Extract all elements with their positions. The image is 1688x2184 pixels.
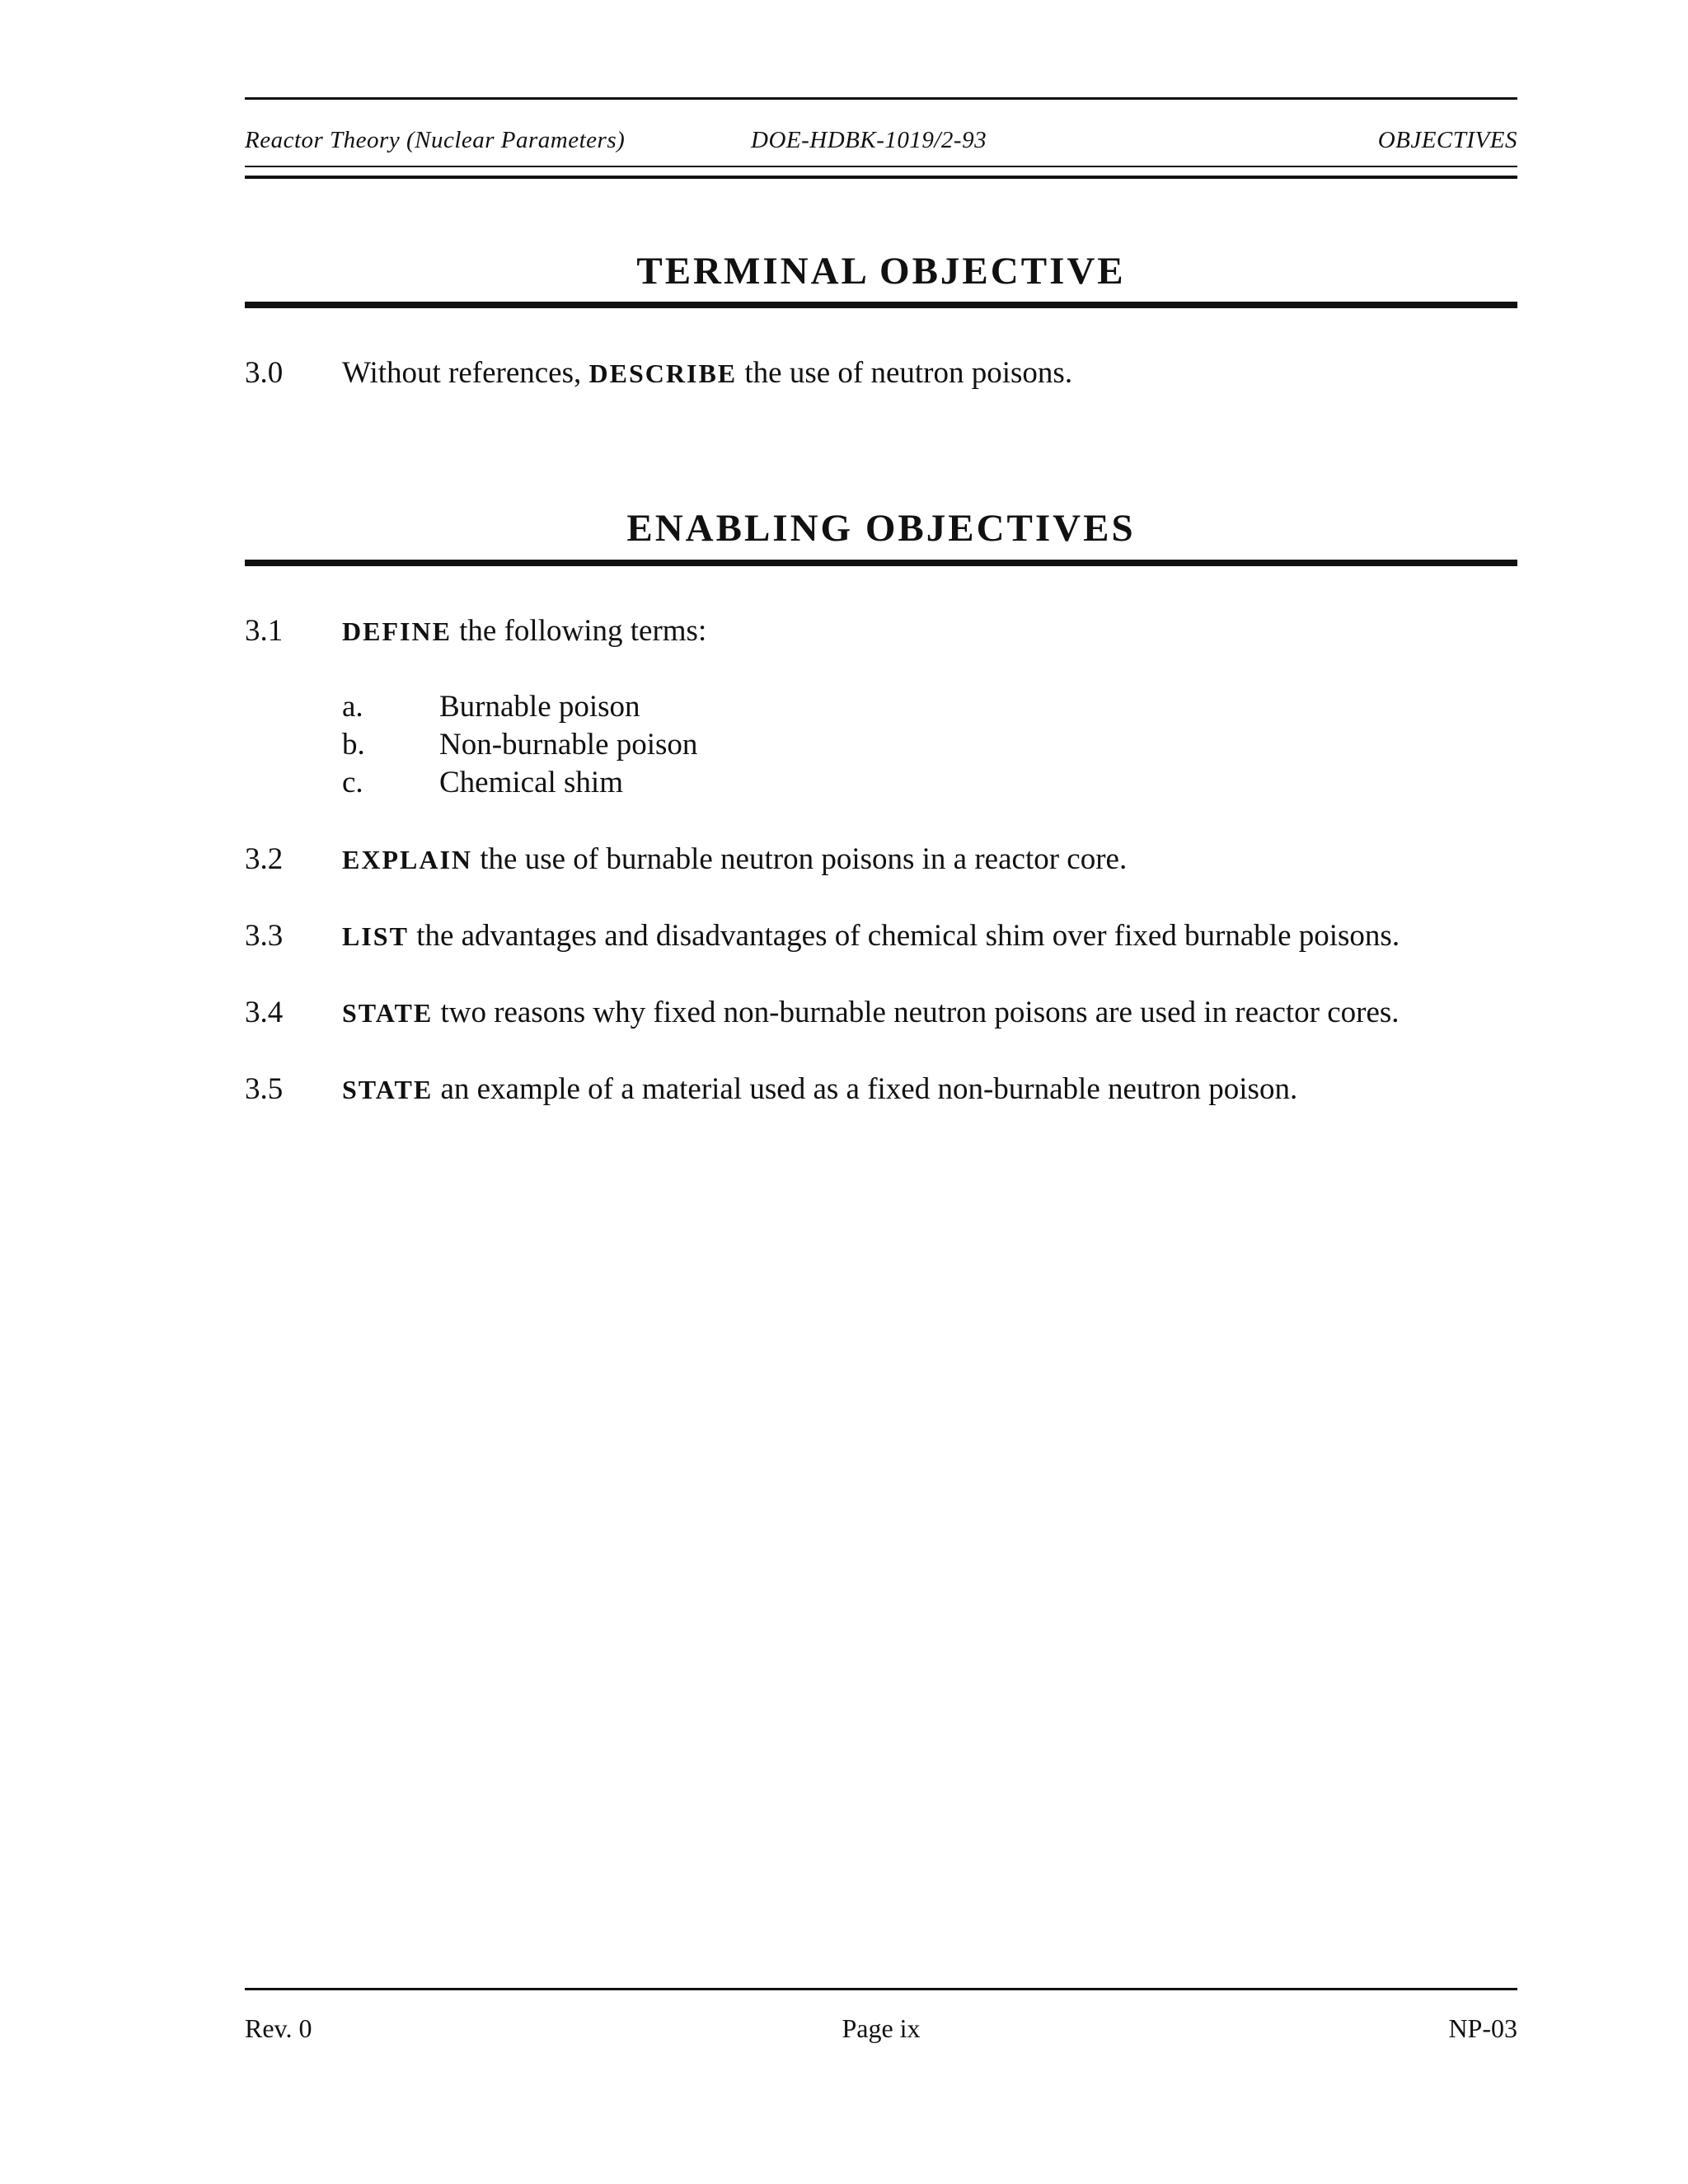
term-text: Non-burnable poison: [439, 728, 698, 762]
header-doc-number: DOE-HDBK-1019/2-93: [751, 127, 987, 153]
footer-revision: Rev. 0: [245, 2013, 312, 2043]
list-item: [342, 689, 1001, 727]
terminal-title-rule: [245, 302, 1517, 308]
objective-post-text: an example of a material used as a fixed non-burnable neutron poison.: [433, 1072, 1298, 1106]
header-top-rule: [245, 97, 1517, 100]
header-bottom-rule-thick: [245, 176, 1517, 179]
header-bottom-rule: [245, 166, 1517, 167]
objective-keyword: EXPLAIN: [342, 845, 473, 874]
objective-number: 3.1: [245, 614, 284, 648]
objective-number: 3.3: [245, 919, 284, 953]
term-text: Burnable poison: [439, 690, 640, 724]
objective-keyword: STATE: [342, 1075, 434, 1104]
header-section: OBJECTIVES: [1377, 127, 1517, 153]
terminal-objective-title: TERMINAL OBJECTIVE: [636, 250, 1126, 293]
enabling-objectives-title: ENABLING OBJECTIVES: [626, 507, 1136, 550]
objective-post-text: the following terms:: [451, 614, 707, 648]
list-item: [342, 727, 1001, 765]
objective-keyword: LIST: [342, 921, 409, 951]
running-footer: [245, 2013, 1517, 2050]
objective-text: [342, 612, 706, 650]
term-letter: a.: [342, 690, 363, 724]
objective-number: 3.2: [245, 842, 284, 876]
enabling-title-rule: [245, 560, 1517, 566]
term-letter: c.: [342, 766, 363, 799]
objective-post-text: the advantages and disadvantages of chemical shim over fixed burnable poisons.: [408, 919, 1400, 953]
header-title: Reactor Theory (Nuclear Parameters): [245, 127, 626, 153]
footer-module-id: NP-03: [1448, 2013, 1517, 2043]
objective-text: [342, 994, 1400, 1032]
running-header: [245, 127, 1517, 160]
objective-number: 3.0: [245, 356, 284, 390]
objective-pre-text: Without references,: [342, 356, 589, 390]
objective-number: 3.5: [245, 1072, 284, 1106]
objective-text: [342, 354, 1072, 392]
term-text: Chemical shim: [439, 766, 623, 799]
footer-rule: [245, 1988, 1517, 1990]
objective-number: 3.4: [245, 996, 284, 1029]
objective-text: [342, 1071, 1297, 1108]
objective-text: [342, 841, 1127, 879]
terms-list: [342, 689, 1001, 803]
objective-keyword: DEFINE: [342, 616, 452, 646]
objective-keyword: STATE: [342, 998, 434, 1028]
objective-text: [342, 917, 1400, 955]
objective-post-text: the use of burnable neutron poisons in a reactor core.: [472, 842, 1128, 876]
list-item: [342, 765, 1001, 803]
term-letter: b.: [342, 728, 365, 762]
objective-keyword: DESCRIBE: [588, 359, 738, 388]
objective-post-text: two reasons why fixed non-burnable neutron poisons are used in reactor cores.: [433, 996, 1400, 1029]
footer-page-number: Page ix: [842, 2013, 921, 2043]
objective-post-text: the use of neutron poisons.: [737, 356, 1073, 390]
